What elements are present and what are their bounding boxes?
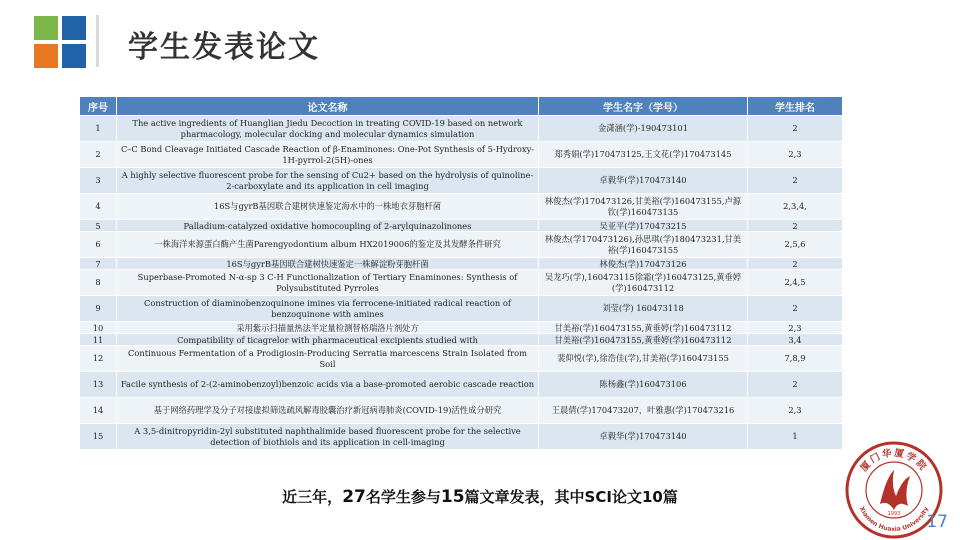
student-rank: 2,5,6	[748, 232, 843, 258]
table-row	[80, 194, 843, 220]
title-divider	[96, 15, 99, 67]
student-names: 林俊杰(学)170473126	[539, 258, 748, 270]
student-names: 裴仰悦(学),徐浩佳(学),甘美裕(学)160473155	[539, 346, 748, 372]
table-row	[80, 258, 843, 270]
student-rank: 7,8,9	[748, 346, 843, 372]
student-rank: 2,3	[748, 322, 843, 334]
row-index: 10	[80, 322, 117, 334]
student-names: 金潇涵(学)-190473101	[539, 116, 748, 142]
student-names: 王晨倩(学)170473207，叶雅惠(学)170473216	[539, 398, 748, 424]
paper-table	[79, 96, 843, 450]
seal-year: 1993	[887, 511, 901, 517]
logo-square-green	[34, 16, 58, 40]
table-row	[80, 296, 843, 322]
column-header-title: 论文名称	[117, 97, 539, 116]
table-row	[80, 168, 843, 194]
row-index: 15	[80, 424, 117, 450]
page-number: 17	[926, 512, 948, 532]
summary-student-count: 27	[342, 487, 366, 507]
row-index: 11	[80, 334, 117, 346]
student-names: 林俊杰(学)170473126,甘美裕(学)160473155,卢源钦(学)160473135	[539, 194, 748, 220]
student-rank: 2	[748, 296, 843, 322]
summary-paper-count: 15	[440, 487, 465, 507]
summary-part3: 篇文章发表，其中SCI论文10篇	[464, 488, 678, 506]
paper-title: 16S与gyrB基因联合建树快速鉴定海水中的一株地衣芽胞杆菌	[117, 194, 539, 220]
student-rank: 2	[748, 168, 843, 194]
table-row	[80, 322, 843, 334]
student-names: 甘美裕(学)160473155,黄垂婷(学)160473112	[539, 334, 748, 346]
paper-title: Facile synthesis of 2-(2-aminobenzoyl)benzoic acids via a base-promoted aerobic cascade reaction	[117, 372, 539, 398]
paper-title: C–C Bond Cleavage Initiated Cascade Reaction of β-Enaminones: One-Pot Synthesis of 5-Hydroxy-1H-pyrrol-2(5H)-ones	[117, 142, 539, 168]
table-row	[80, 220, 843, 232]
logo-square-blue	[62, 16, 86, 40]
paper-title: 16S与gyrB基因联合建树快速鉴定一株解淀粉芽胞杆菌	[117, 258, 539, 270]
row-index: 7	[80, 258, 117, 270]
student-names: 卓毅华(学)170473140	[539, 424, 748, 450]
student-names: 吴龙巧(学),160473115徐霜(学)160473125,黄垂婷(学)160473112	[539, 270, 748, 296]
table-row	[80, 346, 843, 372]
table-header-row	[80, 97, 843, 116]
column-header-rank: 学生排名	[748, 97, 843, 116]
page-title: 学生发表论文	[128, 30, 320, 65]
table-row	[80, 424, 843, 450]
paper-title: Compatibility of ticagrelor with pharmaceutical excipients studied with	[117, 334, 539, 346]
paper-title: Superbase-Promoted N-α-sp 3 C-H Functionalization of Tertiary Enaminones: Synthesis of Polysubstituted Pyrroles	[117, 270, 539, 296]
student-rank: 2	[748, 220, 843, 232]
row-index: 12	[80, 346, 117, 372]
table-row	[80, 398, 843, 424]
table-row	[80, 116, 843, 142]
paper-title: 基于网络药理学及分子对接虚拟筛选疏风解毒胶囊治疗新冠病毒肺炎(COVID-19)活性成分研究	[117, 398, 539, 424]
student-names: 卓毅华(学)170473140	[539, 168, 748, 194]
row-index: 3	[80, 168, 117, 194]
student-rank: 2,4,5	[748, 270, 843, 296]
student-rank: 3,4	[748, 334, 843, 346]
student-rank: 2	[748, 372, 843, 398]
row-index: 2	[80, 142, 117, 168]
row-index: 5	[80, 220, 117, 232]
paper-title: A 3,5-dinitropyridin-2yl substituted naphthalimide based fluorescent probe for the selective detection of biothiols and its application in cell-imaging	[117, 424, 539, 450]
student-rank: 2,3	[748, 142, 843, 168]
paper-title: Continuous Fermentation of a Prodigiosin-Producing Serratia marcescens Strain Isolated from Soil	[117, 346, 539, 372]
paper-title: Construction of diaminobenzoquinone imines via ferrocene-initiated radical reaction of benzoquinone with amines	[117, 296, 539, 322]
table-row	[80, 372, 843, 398]
paper-title: A highly selective fluorescent probe for the sensing of Cu2+ based on the hydrolysis of quinoline-2-carboxylate and its application in cell imaging	[117, 168, 539, 194]
row-index: 6	[80, 232, 117, 258]
seal-bottom-text: Xiamen Huaxia University	[857, 505, 931, 534]
table-row	[80, 270, 843, 296]
row-index: 4	[80, 194, 117, 220]
student-rank: 2,3	[748, 398, 843, 424]
column-header-index: 序号	[80, 97, 117, 116]
paper-title: The active ingredients of Huanglian Jiedu Decoction in treating COVID-19 based on network pharmacology, molecular docking and molecular dynamics simulation	[117, 116, 539, 142]
column-header-students: 学生名字（学号）	[539, 97, 748, 116]
row-index: 1	[80, 116, 117, 142]
paper-title: Palladium-catalyzed oxidative homocoupling of 2-arylquinazolinones	[117, 220, 539, 232]
paper-title: 一株海洋来源蛋白酶产生菌Parengyodontium album HX2019006的鉴定及其发酵条件研究	[117, 232, 539, 258]
student-rank: 2,3,4,	[748, 194, 843, 220]
student-names: 陈杨鑫(学)160473106	[539, 372, 748, 398]
logo-square-blue-lower	[62, 44, 86, 68]
table-row	[80, 232, 843, 258]
logo-square-orange	[34, 44, 58, 68]
row-index: 9	[80, 296, 117, 322]
student-names: 林俊杰(学170473126),孙思琪(学)180473231,甘美裕(学)160473155	[539, 232, 748, 258]
table-row	[80, 334, 843, 346]
student-names: 刘莹(学) 160473118	[539, 296, 748, 322]
row-index: 13	[80, 372, 117, 398]
student-rank: 2	[748, 116, 843, 142]
paper-title: 采用紫示扫描量热法半定量检测替格瑞洛片剂处方	[117, 322, 539, 334]
summary-part1: 近三年，	[282, 488, 343, 506]
summary-text	[0, 486, 960, 507]
student-rank: 1	[748, 424, 843, 450]
table-row	[80, 142, 843, 168]
row-index: 14	[80, 398, 117, 424]
paper-table-container	[79, 96, 842, 450]
seal-top-text: 厦门华厦学院	[858, 447, 930, 474]
row-index: 8	[80, 270, 117, 296]
student-names: 郑秀娟(学)170473125,王文花(学)170473145	[539, 142, 748, 168]
summary-part2: 名学生参与	[365, 488, 441, 506]
student-names: 甘美裕(学)160473155,黄垂婷(学)160473112	[539, 322, 748, 334]
student-names: 吴亚平(学)170473215	[539, 220, 748, 232]
student-rank: 2	[748, 258, 843, 270]
